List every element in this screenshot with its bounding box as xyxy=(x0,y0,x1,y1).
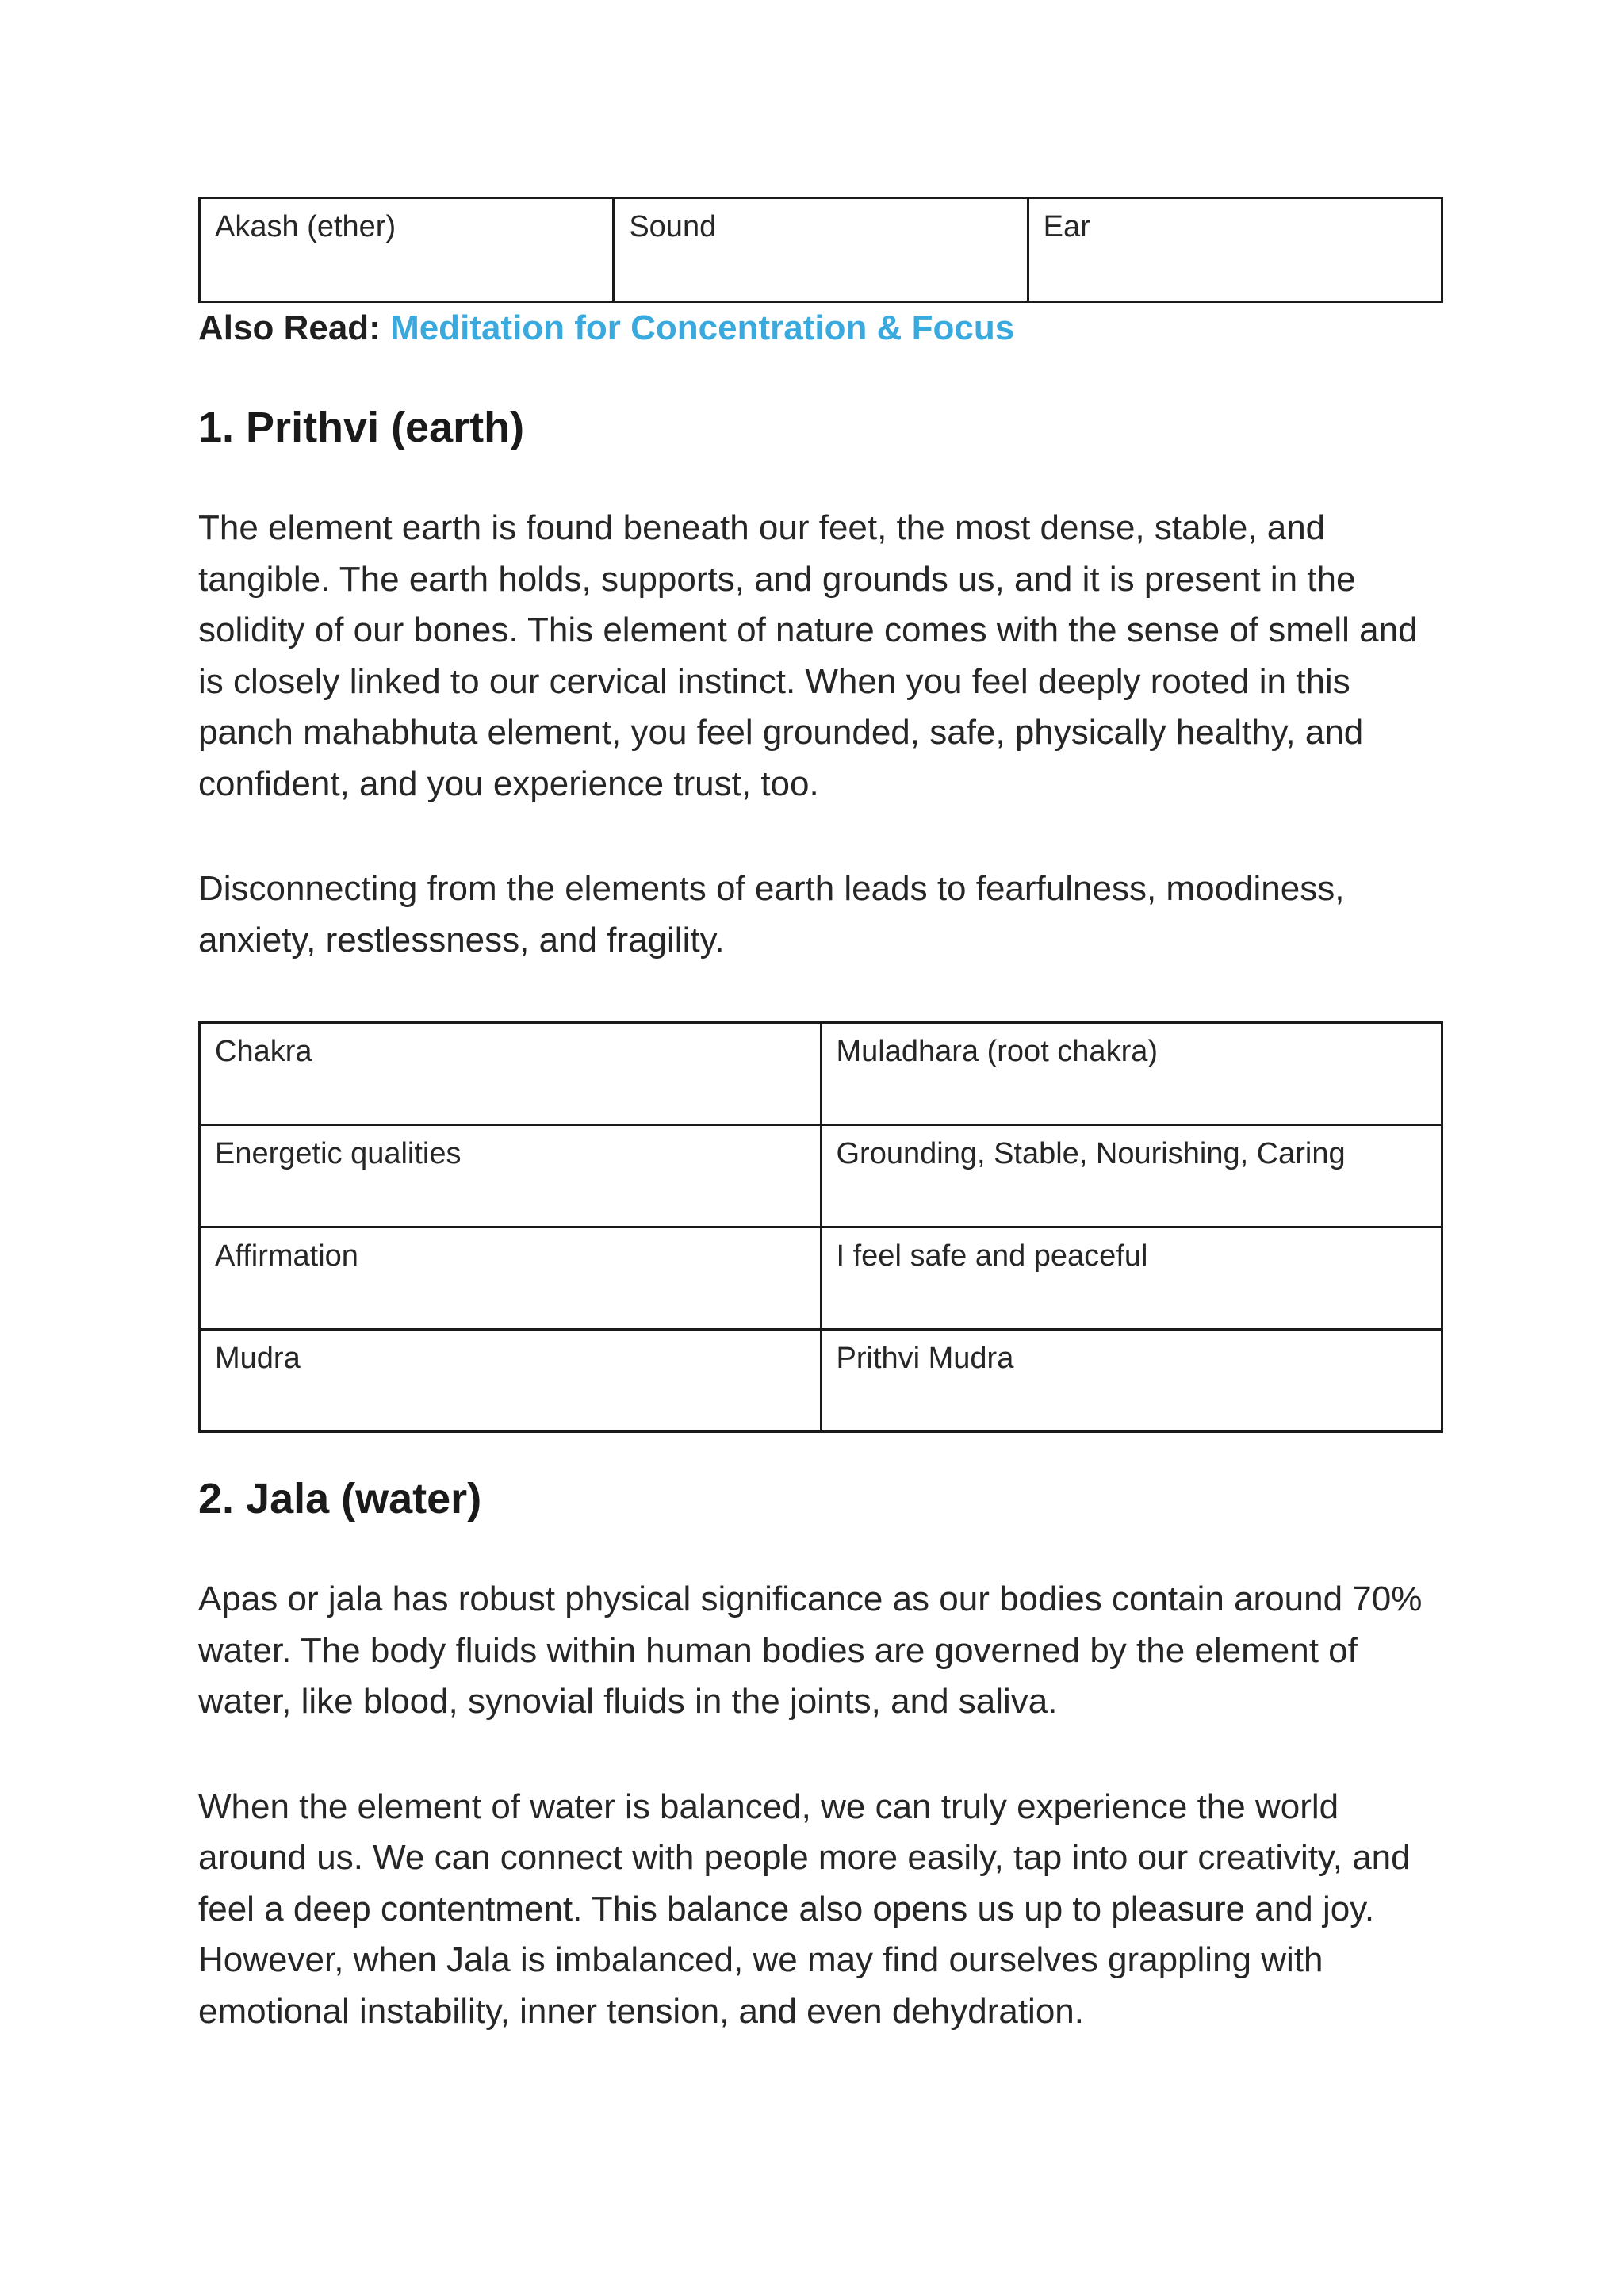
also-read-link[interactable]: Meditation for Concentration & Focus xyxy=(390,308,1015,347)
also-read-label: Also Read: xyxy=(198,308,381,347)
table-cell: Mudra xyxy=(200,1330,822,1432)
table-row xyxy=(200,1330,1442,1432)
paragraph: When the element of water is balanced, we can truly experience the world around us. We can connect with people more easily, tap into our creativity, and feel a deep contentment. This balance also opens us up to pleasure and joy. However, when Jala is imbalanced, we may find ourselves grappling with emotional instability, inner tension, and even dehydration. xyxy=(198,1787,1411,2031)
table-cell: Chakra xyxy=(200,1023,822,1125)
paragraph: The element earth is found beneath our feet, the most dense, stable, and tangible. The earth holds, supports, and grounds us, and it is present in the solidity of our bones. This element of nature comes with the sense of smell and is closely linked to our cervical instinct. When you feel deeply rooted in this panch mahabhuta element, you feel grounded, safe, physically healthy, and confident, and you experience trust, too. xyxy=(198,508,1418,803)
table-cell: Energetic qualities xyxy=(200,1125,822,1227)
table-cell: Muladhara (root chakra) xyxy=(821,1023,1442,1125)
table-cell: Grounding, Stable, Nourishing, Caring xyxy=(821,1125,1442,1227)
table-cell: Affirmation xyxy=(200,1227,822,1330)
document-page xyxy=(198,197,1443,2037)
table-row xyxy=(200,198,1442,302)
paragraph: Apas or jala has robust physical significance as our bodies contain around 70% water. The body fluids within human bodies are governed by the element of water, like blood, synovial fluids in the joints, and saliva. xyxy=(198,1580,1423,1721)
section-heading-prithvi: 1. Prithvi (earth) xyxy=(198,404,525,451)
table-cell: Akash (ether) xyxy=(200,198,614,302)
table-cell: Ear xyxy=(1028,198,1442,302)
table-row xyxy=(200,1125,1442,1227)
table-cell: Sound xyxy=(614,198,1028,302)
table-row xyxy=(200,1227,1442,1330)
table-cell: Prithvi Mudra xyxy=(821,1330,1442,1432)
paragraph: Disconnecting from the elements of earth leads to fearfulness, moodiness, anxiety, restlessness, and fragility. xyxy=(198,869,1345,959)
table-cell: I feel safe and peaceful xyxy=(821,1227,1442,1330)
senses-table xyxy=(198,197,1443,303)
section-heading-jala: 2. Jala (water) xyxy=(198,1475,482,1522)
table-row xyxy=(200,1023,1442,1125)
prithvi-table xyxy=(198,1021,1443,1433)
also-read-line xyxy=(198,306,1443,350)
